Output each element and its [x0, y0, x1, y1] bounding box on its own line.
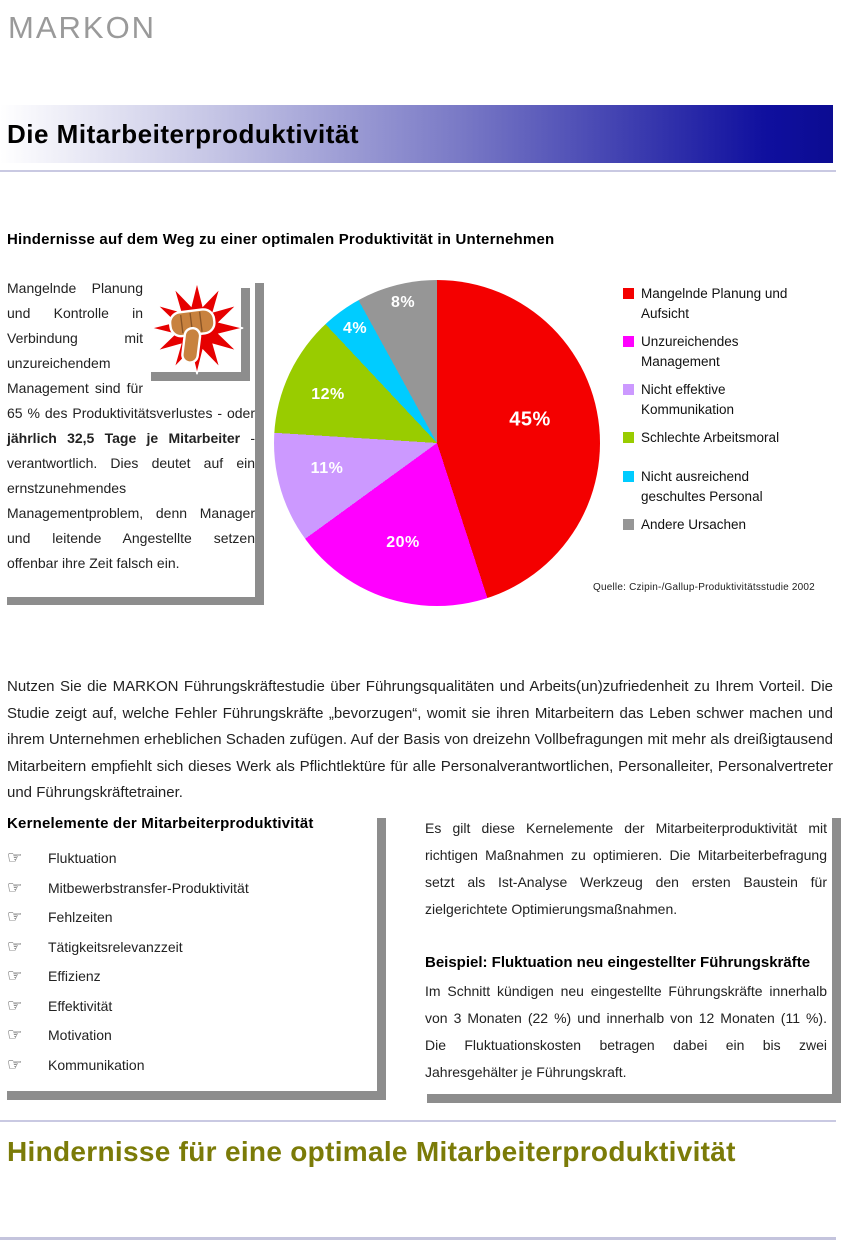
pie-chart-area — [274, 280, 600, 606]
legend-item — [623, 467, 801, 507]
thumbs-down-icon — [149, 278, 245, 382]
chart-legend — [623, 284, 801, 543]
pie-label-20: 20% — [386, 534, 420, 551]
pointing-hand-icon: ☞ — [7, 1025, 23, 1045]
kernelemente-panel — [7, 815, 377, 1084]
legend-item — [623, 428, 801, 448]
list-item-label: Effektivität — [48, 997, 113, 1014]
page-title: Die Mitarbeiterproduktivität — [7, 118, 360, 149]
pie-label-11: 11% — [310, 460, 344, 477]
legend-item — [623, 284, 801, 324]
legend-swatch — [623, 384, 634, 395]
list-item-label: Fluktuation — [48, 850, 117, 866]
thumbs-down-badge — [147, 276, 255, 394]
list-item — [7, 966, 377, 996]
legend-swatch — [623, 519, 634, 530]
pie-label-4: 4% — [342, 320, 368, 337]
legend-label: Nicht ausreichend geschultes Personal — [641, 469, 763, 504]
list-item — [7, 878, 377, 908]
kernelemente-heading: Kernelemente der Mitarbeiterproduktivität — [7, 815, 314, 832]
list-item-label: Tätigkeitsrelevanzzeit — [48, 938, 183, 955]
legend-label: Unzureichendes Management — [641, 334, 739, 369]
optimierung-shadow-bottom — [427, 1094, 841, 1103]
footer-heading: Hindernisse für eine optimale Mitarbeiterproduktivität — [7, 1136, 736, 1167]
pie-label-8: 8% — [390, 294, 416, 311]
divider-mid — [0, 1120, 836, 1122]
divider-bottom — [0, 1237, 836, 1240]
pointing-hand-icon: ☞ — [7, 966, 23, 986]
callout-shadow-bottom — [7, 597, 264, 605]
callout-shadow-right — [255, 283, 264, 605]
kernelemente-shadow-right — [377, 818, 386, 1100]
pointing-hand-icon: ☞ — [7, 848, 23, 868]
callout-panel — [7, 276, 255, 576]
optimierung-shadow-right — [832, 818, 841, 1103]
markon-logo: MARKON — [8, 10, 157, 45]
title-bar — [0, 105, 833, 163]
legend-label: Schlechte Arbeitsmoral — [641, 430, 780, 445]
example-paragraph: Im Schnitt kündigen neu eingestellte Führungskräfte innerhalb von 3 Monaten (22 %) und innerhalb von 12 Monaten (11 %). Die Fluktuationskosten betragen dabei ein bis zwei Jahresgehälter je Führungskraft. — [425, 983, 827, 1080]
list-item — [7, 1025, 377, 1055]
pointing-hand-icon: ☞ — [7, 907, 23, 927]
pointing-hand-icon: ☞ — [7, 877, 23, 898]
list-item-label: Effizienz — [48, 968, 101, 984]
kernelemente-shadow-bottom — [7, 1091, 386, 1100]
list-item-label: Motivation — [48, 1027, 112, 1043]
list-item-label: Fehlzeiten — [48, 909, 113, 925]
chart-source: Quelle: Czipin-/Gallup-Produktivitätsstudie 2002 — [593, 582, 815, 593]
list-item — [7, 1055, 377, 1085]
legend-item — [623, 332, 801, 372]
list-item — [7, 907, 377, 937]
legend-label: Andere Ursachen — [641, 517, 747, 532]
callout-text: Mangelnde Planung und Kontrolle in Verbindung mit unzureichendem Management sind für 65 % des Produktivitätsverlustes - oder — [7, 280, 255, 421]
legend-swatch — [623, 432, 634, 443]
kernelemente-list — [7, 848, 377, 1084]
section-heading: Hindernisse auf dem Weg zu einer optimalen Produktivität in Unternehmen — [7, 231, 555, 248]
legend-item — [623, 380, 801, 420]
legend-swatch — [623, 336, 634, 347]
legend-label: Mangelnde Planung und Aufsicht — [641, 286, 788, 321]
legend-label: Nicht effektive Kommunikation — [641, 382, 735, 417]
pie-label-45: 45% — [509, 408, 551, 431]
callout-text-after: - verantwortlich. Dies deutet auf ein ernstzunehmendes Managementproblem, denn Manager und leitende Angestellte setzen offenbar ihre Zeit falsch ein. — [7, 430, 255, 571]
list-item-label: Mitbewerbstransfer-Produktivität — [48, 879, 249, 896]
body-paragraph: Nutzen Sie die MARKON Führungskräftestudie über Führungsqualitäten und Arbeits(un)zufriedenheit zu Ihrem Vorteil. Die Studie zeigt auf, welche Fehler Führungskräfte „bevorzugen“, womit sie ihren Mitarbeitern das Leben schwer machen und ihrem Unternehmen erheblichen Schaden zufügen. Auf der Basis von dreizehn Vollbefragungen mit mehr als dreißigtausend Mitarbeitern empfiehlt sich dieses Werk als Pflichtlektüre für alle Personalverantwortlichen, Personalleiter, Personalvertreter und Führungskräftetrainer. — [7, 678, 833, 801]
pie-label-12: 12% — [311, 386, 345, 403]
divider-top — [0, 170, 836, 172]
pointing-hand-icon: ☞ — [7, 936, 23, 957]
optimierung-paragraph: Es gilt diese Kernelemente der Mitarbeiterproduktivität mit richtigen Maßnahmen zu optimieren. Die Mitarbeiterbefragung setzt als Ist-Analyse Werkzeug den ersten Baustein für zielgerichtete Optimierungsmaßnahmen. — [425, 820, 827, 917]
legend-swatch — [623, 471, 634, 482]
optimierung-panel — [425, 815, 827, 1086]
pointing-hand-icon: ☞ — [7, 995, 23, 1016]
pie-chart — [274, 280, 600, 606]
example-heading: Beispiel: Fluktuation neu eingestellter Führungskräfte — [425, 954, 811, 971]
list-item — [7, 937, 377, 967]
list-item — [7, 848, 377, 878]
pointing-hand-icon: ☞ — [7, 1054, 23, 1075]
list-item-label: Kommunikation — [48, 1056, 145, 1073]
legend-item — [623, 515, 801, 535]
list-item — [7, 996, 377, 1026]
legend-swatch — [623, 288, 634, 299]
callout-text-bold: jährlich 32,5 Tage je Mitarbeiter — [7, 430, 241, 446]
